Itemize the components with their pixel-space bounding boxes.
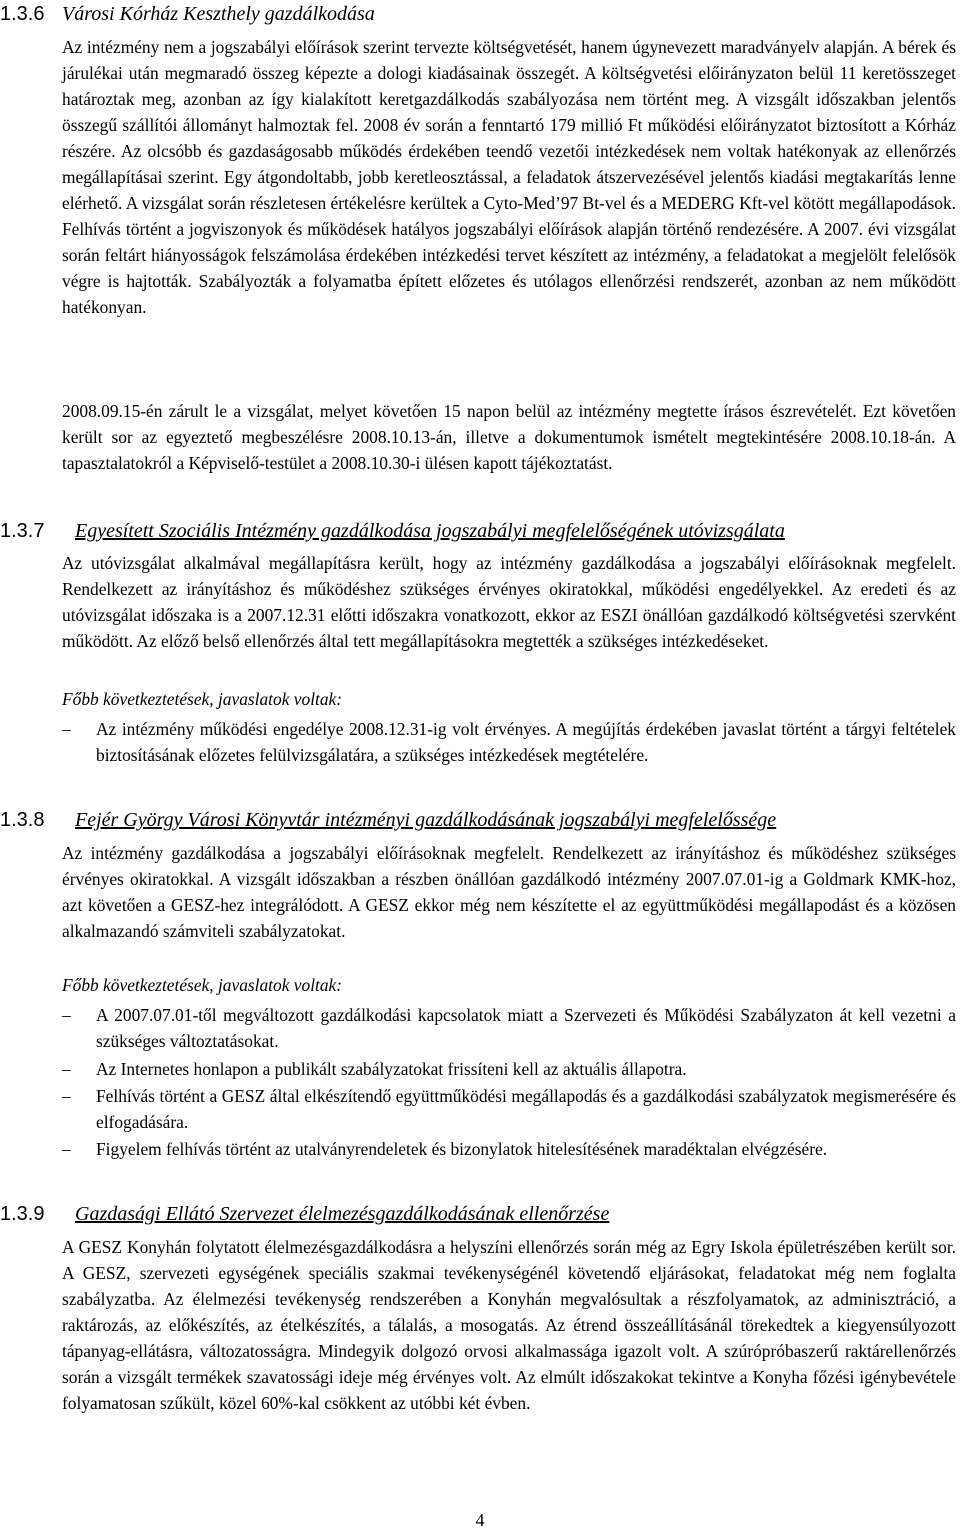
conclusion-item — [62, 716, 956, 768]
dash-bullet-icon: – — [62, 1005, 71, 1025]
dash-bullet-icon: – — [62, 1059, 71, 1079]
conclusions-label: Főbb következtetések, javaslatok voltak: — [62, 689, 343, 709]
conclusion-item — [62, 1136, 956, 1162]
conclusion-text: Figyelem felhívás történt az utalványrendeletek és bizonylatok hitelesítésének maradéktalan elvégzésére. — [96, 1139, 828, 1159]
conclusion-text: Felhívás történt a GESZ által elkészítendő együttműködési megállapodás és a gazdálkodási szabályzatok megismerésére és elfogadására. — [96, 1086, 956, 1132]
page-number: 4 — [475, 1510, 485, 1530]
section-title: Fejér György Városi Könyvtár intézményi gazdálkodásának jogszabályi megfelelőssége — [75, 809, 777, 831]
section-paragraph: Az intézmény nem a jogszabályi előírások szerint tervezte költségvetését, hanem úgynevezett maradványelv alapján. A bérek és járulékai után megmaradó összeg képezte a dologi kiadásainak összegét. A költségvetési előirányzaton belül 11 keretösszeget határoztak meg, azonban az így kialakított keretgazdálkodás szabályozása nem történt meg. A vizsgált időszakban jelentős összegű szállítói állományt halmoztak fel. 2008 év során a fenntartó 179 millió Ft működési előirányzatot biztosított a Kórház részére. Az olcsóbb és gazdaságosabb működés érdekében teendő vezetői intézkedések nem voltak hatékonyak az ellenőrzés megállapításai szerint. Egy átgondoltabb, jobb keretleosztással, a feladatok átszervezésével jelentős kiadási megtakarítás lenne elérhető. A vizsgálat során részletesen értékelésre kerültek a Cyto-Med’97 Bt-vel és a MEDERG Kft-vel kötött megállapodások. Felhívás történt a jogviszonyok és működések hatályos jogszabályi előírások alapján történő rendezésére. A 2007. évi vizsgálat során feltárt hiányosságok felszámolása érdekében intézkedési tervet készített az intézmény, a feladatokat a megjelölt felelősök végre is hajtották. Szabályozták a folyamatba épített előzetes és utólagos ellenőrzési rendszerét, azonban az nem működött hatékonyan. — [62, 37, 956, 317]
conclusion-text: A 2007.07.01-től megváltozott gazdálkodási kapcsolatok miatt a Szervezeti és Működési Szabályzaton át kell vezetni a szükséges változtatásokat. — [96, 1005, 956, 1051]
section-title: Gazdasági Ellátó Szervezet élelmezésgazdálkodásának ellenőrzése — [75, 1203, 610, 1225]
section-number: 1.3.7 — [0, 520, 45, 542]
conclusion-item — [62, 1056, 956, 1082]
section-title: Városi Kórház Keszthely gazdálkodása — [62, 3, 375, 25]
section-number: 1.3.9 — [0, 1203, 45, 1225]
dash-bullet-icon: – — [62, 719, 71, 739]
section-paragraph: 2008.09.15-én zárult le a vizsgálat, melyet követően 15 napon belül az intézmény megtette írásos észrevételét. Ezt követően került sor az egyeztető megbeszélésre 2008.10.13-án, illetve a dokumentumok ismételt megtekintésére 2008.10.18-án. A tapasztalatokról a Képviselő-testület a 2008.10.30-i ülésen kapott tájékoztatást. — [62, 401, 956, 473]
section-paragraph: Az utóvizsgálat alkalmával megállapításra került, hogy az intézmény gazdálkodása a jogszabályi előírásoknak megfelelt. Rendelkezett az irányításhoz és működéshez szükséges érvényes okiratokkal, működési engedélyekkel. Az eredeti és az utóvizsgálat időszaka is a 2007.12.31 előtti időszakra vonatkozott, ekkor az ESZI önállóan gazdálkodó költségvetési szervként működött. Az előző belső ellenőrzés által tett megállapításokra megtették a szükséges intézkedéseket. — [62, 553, 956, 651]
section-number: 1.3.6 — [0, 3, 45, 25]
dash-bullet-icon: – — [62, 1139, 71, 1159]
dash-bullet-icon: – — [62, 1086, 71, 1106]
section-paragraph: Az intézmény gazdálkodása a jogszabályi előírásoknak megfelelt. Rendelkezett az irányításhoz és működéshez szükséges érvényes okiratokkal. A vizsgált időszakban a részben önállóan gazdálkodó intézmény 2007.07.01-ig a Goldmark KMK-hoz, azt követően a GESZ-hez integrálódott. A GESZ ekkor még nem készítette el az együttműködési megállapodást és a közösen alkalmazandó számviteli szabályzatokat. — [62, 843, 956, 941]
conclusion-text: Az Internetes honlapon a publikált szabályzatokat frissíteni kell az aktuális állapotra. — [96, 1059, 687, 1079]
conclusion-item — [62, 1002, 956, 1054]
conclusions-label: Főbb következtetések, javaslatok voltak: — [62, 975, 343, 995]
conclusion-text: Az intézmény működési engedélye 2008.12.31-ig volt érvényes. A megújítás érdekében javaslat történt a tárgyi feltételek biztosításának előzetes felülvizsgálatára, a szükséges intézkedések megtételére. — [96, 719, 956, 765]
section-number: 1.3.8 — [0, 809, 45, 831]
section-paragraph: A GESZ Konyhán folytatott élelmezésgazdálkodásra a helyszíni ellenőrzés során még az Egry Iskola épületrészében került sor. A GESZ, szervezeti egységének speciális szakmai tevékenységénél követendő eljárásokat, feladatokat még nem foglalta szabályzatba. Az élelmezési tevékenység rendszerében a Konyhán megvalósultak a részfolyamatok, az adminisztráció, a raktározás, az előkészítés, az ételkészítés, a tálalás, a mosogatás. Az étrend összeállításánál törekedtek a kiegyensúlyozott tápanyag-ellátásra, változatosságra. Mindegyik dolgozó orvosi alkalmassága igazolt volt. A szúrópróbaszerű raktárellenőrzés során a vizsgált termékek szavatossági ideje még érvényes volt. Az elmúlt időszakokat tekintve a Konyha főzési igénybevétele folyamatosan szűkült, közel 60%-kal csökkent az utóbbi két évben. — [62, 1237, 956, 1413]
section-title: Egyesített Szociális Intézmény gazdálkodása jogszabályi megfelelőségének utóvizsgálata — [75, 520, 785, 542]
conclusion-item — [62, 1083, 956, 1135]
